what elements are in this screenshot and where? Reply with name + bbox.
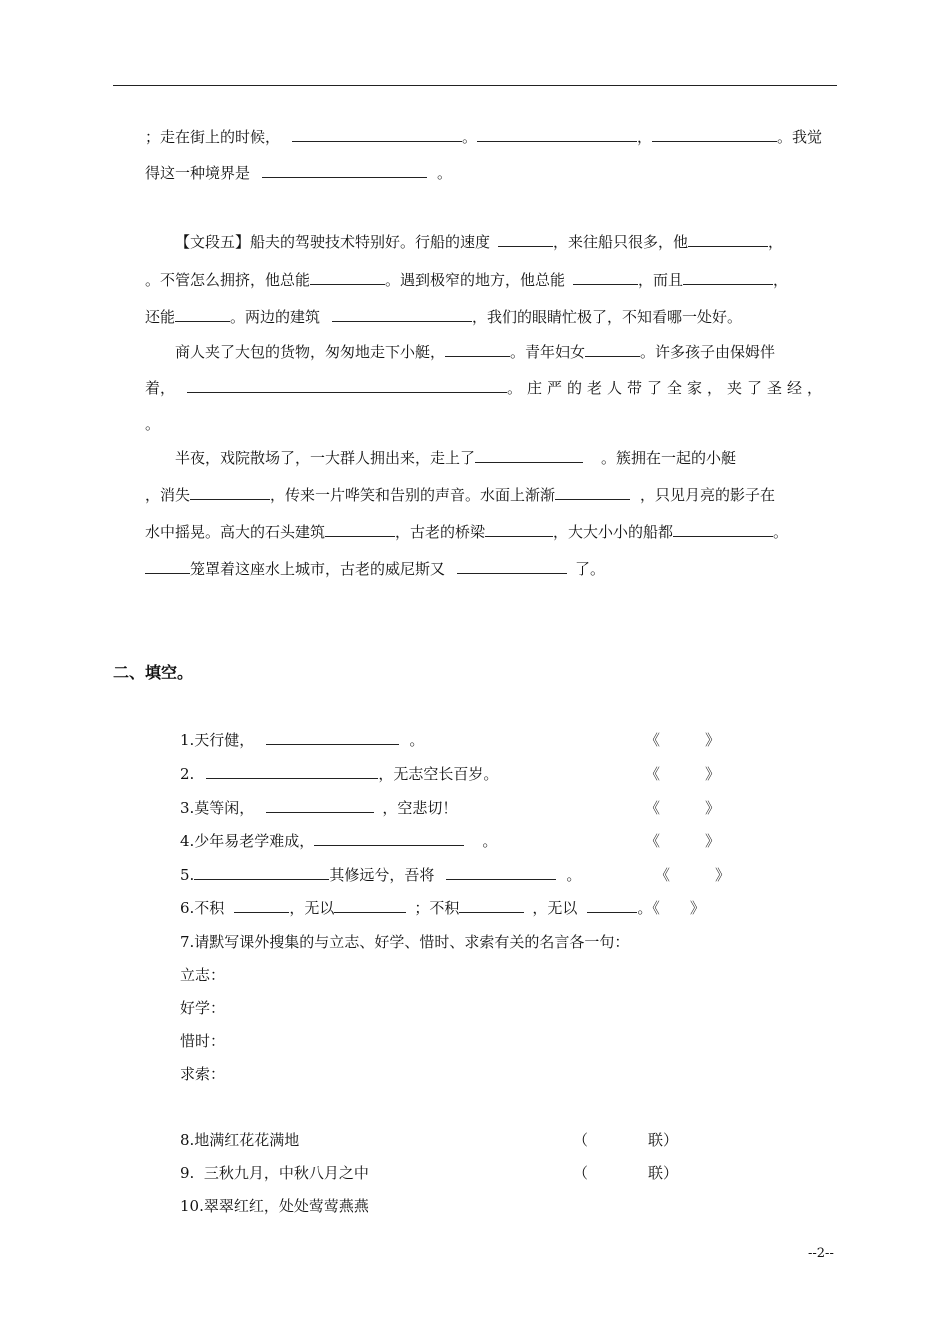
text: 。: [773, 523, 789, 541]
text: 。簇拥在一起的小艇: [601, 449, 737, 467]
text: ，来往船只很多，他: [553, 233, 689, 251]
question-1: [180, 730, 424, 750]
text: 1.天行健，: [180, 731, 255, 749]
blank[interactable]: [457, 559, 567, 574]
question-9: 9. 三秋九月，中秋八月之中: [180, 1164, 369, 1182]
text: ，: [768, 233, 784, 251]
couplet-bracket-8: （ 联）: [573, 1131, 679, 1149]
question-6: [180, 898, 705, 918]
blank[interactable]: [314, 831, 464, 846]
question-7: 7.请默写课外搜集的与立志、好学、惜时、求索有关的名言各一句：: [180, 933, 630, 951]
text: ，: [637, 128, 653, 146]
passage-line-5: [145, 307, 742, 327]
blank[interactable]: [477, 127, 637, 142]
text: 4.少年易老学难成，: [180, 832, 315, 850]
text: 2.: [180, 765, 195, 783]
blank[interactable]: [485, 522, 553, 537]
blank[interactable]: [325, 522, 395, 537]
passage-line-10: [145, 485, 775, 505]
blank[interactable]: [187, 378, 507, 393]
text: 笼罩着这座水上城市，古老的威尼斯又: [190, 560, 446, 578]
blank[interactable]: [310, 270, 385, 285]
text: ；不积: [414, 899, 460, 917]
blank[interactable]: [266, 798, 374, 813]
text: 。两边的建筑: [230, 308, 321, 326]
text: ，无以: [532, 899, 578, 917]
text: 。: [437, 164, 453, 182]
text: 。: [409, 731, 425, 749]
passage-line-12: [145, 559, 605, 579]
text: 。: [462, 128, 478, 146]
blank[interactable]: [573, 270, 638, 285]
blank[interactable]: [190, 485, 270, 500]
blank[interactable]: [332, 307, 472, 322]
source-bracket-5: 《 》: [655, 866, 731, 884]
blank[interactable]: [652, 127, 777, 142]
blank[interactable]: [145, 559, 190, 574]
q7-item-qiusuo: 求索：: [180, 1065, 226, 1083]
text: 。: [637, 899, 653, 917]
blank[interactable]: [498, 232, 553, 247]
text: ；走在街上的时候，: [145, 128, 281, 146]
blank[interactable]: [266, 730, 399, 745]
text: ，无以: [289, 899, 335, 917]
blank[interactable]: [555, 485, 630, 500]
text: ，无志空长百岁。: [378, 765, 499, 783]
q7-item-lizhi: 立志：: [180, 966, 226, 984]
question-4: [180, 831, 497, 851]
blank[interactable]: [334, 898, 406, 913]
text: ，我们的眼睛忙极了，不知看哪一处好。: [472, 308, 743, 326]
text: 着，: [145, 379, 176, 397]
text: 商人夹了大包的货物，匆匆地走下小艇，: [175, 343, 446, 361]
section-title: 二、填空。: [113, 663, 194, 682]
text: ，古老的桥梁: [395, 523, 486, 541]
couplet-bracket-9: （ 联）: [573, 1164, 679, 1182]
source-bracket-1: 《 》: [645, 731, 721, 749]
text: 【文段五】船夫的驾驶技术特别好。行船的速度: [175, 233, 491, 251]
blank[interactable]: [445, 342, 510, 357]
text: 水中摇晃。高大的石头建筑: [145, 523, 326, 541]
question-10: 10.翠翠红红，处处莺莺燕燕: [180, 1197, 369, 1215]
text: 还能: [145, 308, 176, 326]
text: 。: [566, 866, 582, 884]
blank[interactable]: [673, 522, 773, 537]
blank[interactable]: [194, 865, 329, 880]
blank[interactable]: [234, 898, 289, 913]
source-bracket-6: 《 》: [652, 899, 705, 917]
page-number: --2--: [808, 1246, 834, 1261]
text: 5.: [180, 866, 195, 884]
text: ，消失: [145, 486, 191, 504]
question-3: [180, 798, 457, 818]
blank[interactable]: [585, 342, 640, 357]
blank[interactable]: [206, 764, 378, 779]
blank[interactable]: [459, 898, 524, 913]
blank[interactable]: [175, 307, 230, 322]
text: ，只见月亮的影子在: [640, 486, 776, 504]
source-bracket-3: 《 》: [645, 799, 721, 817]
blank[interactable]: [262, 163, 427, 178]
text: ，空悲切！: [382, 799, 458, 817]
passage-line-6: [175, 342, 775, 362]
text: ，而且: [638, 271, 684, 289]
text: 3.莫等闲，: [180, 799, 255, 817]
passage-line-3: [175, 232, 783, 252]
source-bracket-4: 《 》: [645, 832, 721, 850]
blank[interactable]: [688, 232, 768, 247]
blank[interactable]: [475, 448, 583, 463]
text: 6.不积: [180, 899, 225, 917]
header-rule: [113, 85, 837, 86]
passage-line-9: [175, 448, 736, 468]
text: 。庄严的老人带了全家，夹了圣经，: [507, 379, 828, 397]
text: 。许多孩子由保姆伴: [640, 343, 776, 361]
q7-item-xishi: 惜时：: [180, 1032, 226, 1050]
source-bracket-2: 《 》: [645, 765, 721, 783]
passage-line-4: [145, 270, 788, 290]
blank[interactable]: [587, 898, 637, 913]
passage-line-2: [145, 163, 452, 183]
question-2: [180, 764, 498, 784]
text: 。遇到极窄的地方，他总能: [385, 271, 566, 289]
question-5: [180, 865, 581, 885]
text: ，大大小小的船都: [553, 523, 674, 541]
text: 其修远兮，吾将: [329, 866, 435, 884]
blank[interactable]: [446, 865, 556, 880]
passage-line-8: [145, 414, 160, 434]
passage-line-11: [145, 522, 788, 542]
text: 。青年妇女: [510, 343, 586, 361]
passage-line-7: [145, 378, 827, 398]
blank[interactable]: [292, 127, 462, 142]
text: 。我觉: [777, 128, 823, 146]
text: 了。: [575, 560, 606, 578]
text: 得这一种境界是: [145, 164, 251, 182]
question-8: 8.地满红花花满地: [180, 1131, 300, 1149]
text: ，: [773, 271, 789, 289]
passage-line-1: [145, 127, 822, 147]
blank[interactable]: [683, 270, 773, 285]
text: 。: [482, 832, 498, 850]
text: ，传来一片哗笑和告别的声音。水面上渐渐: [270, 486, 556, 504]
text: 半夜，戏院散场了，一大群人拥出来，走上了: [175, 449, 476, 467]
text: 。不管怎么拥挤，他总能: [145, 271, 311, 289]
q7-item-haoxue: 好学：: [180, 999, 226, 1017]
text: 。: [145, 415, 161, 433]
